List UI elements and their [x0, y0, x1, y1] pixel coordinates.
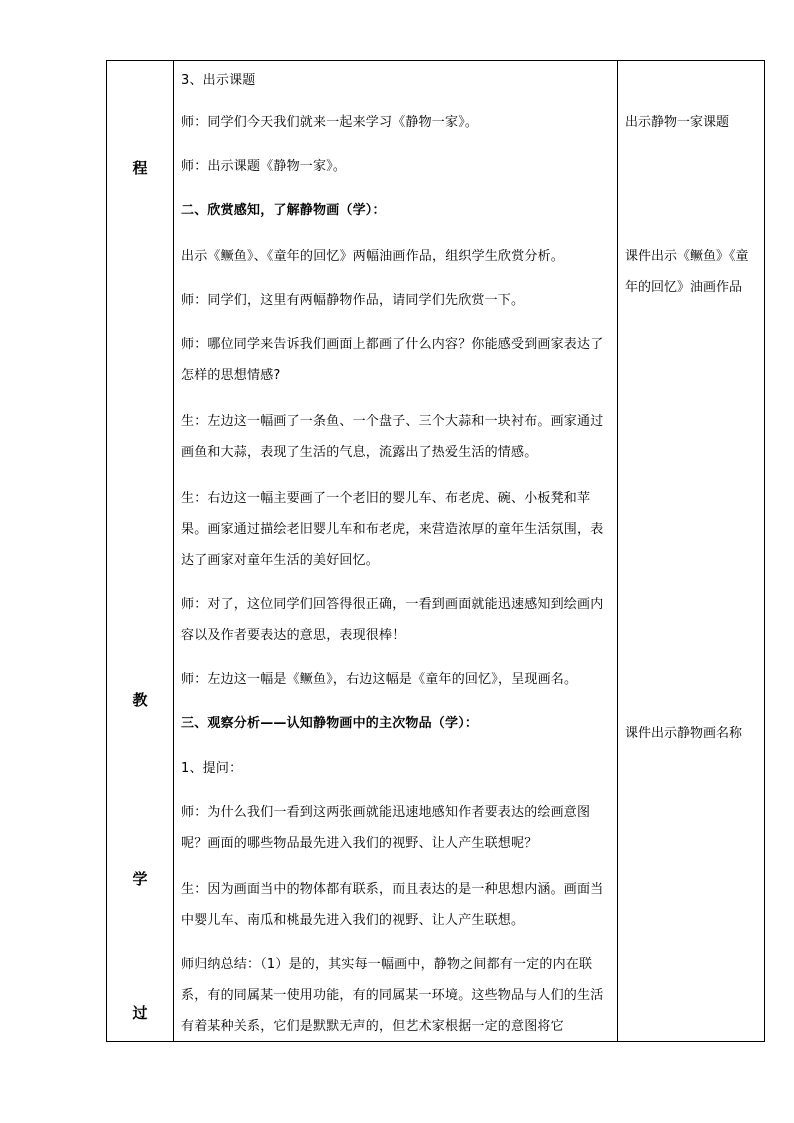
paragraph-14: 师：为什么我们一看到这两张画就能迅速地感知作者要表达的绘画意图呢？画面的哪些物品最先进入我们的视野、让人产生联想呢？	[181, 805, 591, 851]
paragraph-13: 1、提问：	[181, 761, 243, 776]
paragraph-15: 生：因为画面当中的物体都有联系，而且表达的是一种思想内涵。画面当中婴儿车、南瓜和桃最先进入我们的视野、让人产生联想。	[181, 882, 604, 928]
paragraph-11: 师：左边这一幅是《鳜鱼》，右边这幅是《童年的回忆》，呈现画名。	[181, 672, 578, 687]
paragraph-6: 师：同学们，这里有两幅静物作品，请同学们先欣赏一下。	[181, 293, 525, 308]
column-divider-right	[617, 61, 618, 1041]
paragraph-9: 生：右边这一幅主要画了一个老旧的婴儿车、布老虎、碗、小板凳和苹果。画家通过描绘老旧婴儿车和布老虎，来营造浓厚的童年生活氛围，表达了画家对童年生活的美好回忆。	[181, 491, 604, 568]
paragraph-7: 师：哪位同学来告诉我们画面上都画了什么内容？你能感受到画家表达了怎样的思想情感?	[181, 337, 604, 383]
section-label-char-1: 程	[132, 159, 148, 177]
paragraph-2: 师：同学们今天我们就来一起来学习《静物一家》。	[181, 115, 479, 130]
paragraph-5: 出示《鳜鱼》、《童年的回忆》两幅油画作品，组织学生欣赏分析。	[181, 249, 565, 264]
paragraph-1: 3、出示课题	[181, 73, 256, 88]
note-2: 课件出示《鳜鱼》《童年的回忆》油画作品	[625, 249, 749, 295]
column-divider-left	[173, 61, 174, 1041]
section-label-char-4: 过	[132, 1004, 148, 1022]
lesson-plan-table	[106, 60, 765, 1042]
paragraph-10: 师：对了，这位同学们回答得很正确，一看到画面就能迅速感知到绘画内容以及作者要表达的意思，表现很棒！	[181, 597, 604, 643]
paragraph-3: 师：出示课题《静物一家》。	[181, 159, 347, 174]
note-3: 课件出示静物画名称	[625, 726, 743, 741]
section-heading-3: 三、观察分析——认知静物画中的主次物品（学）：	[181, 716, 479, 731]
section-label-char-3: 学	[132, 870, 148, 888]
note-1: 出示静物一家课题	[625, 115, 730, 130]
paragraph-8: 生：左边这一幅画了一条鱼、一个盘子、三个大蒜和一块衬布。画家通过画鱼和大蒜，表现了生活的气息，流露出了热爱生活的情感。	[181, 414, 604, 460]
section-label-char-2: 教	[132, 691, 148, 709]
paragraph-16: 师归纳总结：（1）是的，其实每一幅画中，静物之间都有一定的内在联系，有的同属某一使用功能，有的同属某一环境。这些物品与人们的生活有着某种关系，它们是默默无声的，但艺术家根据一定的意图将它	[181, 957, 604, 1034]
section-heading-2: 二、欣赏感知，了解静物画（学）：	[181, 203, 386, 218]
